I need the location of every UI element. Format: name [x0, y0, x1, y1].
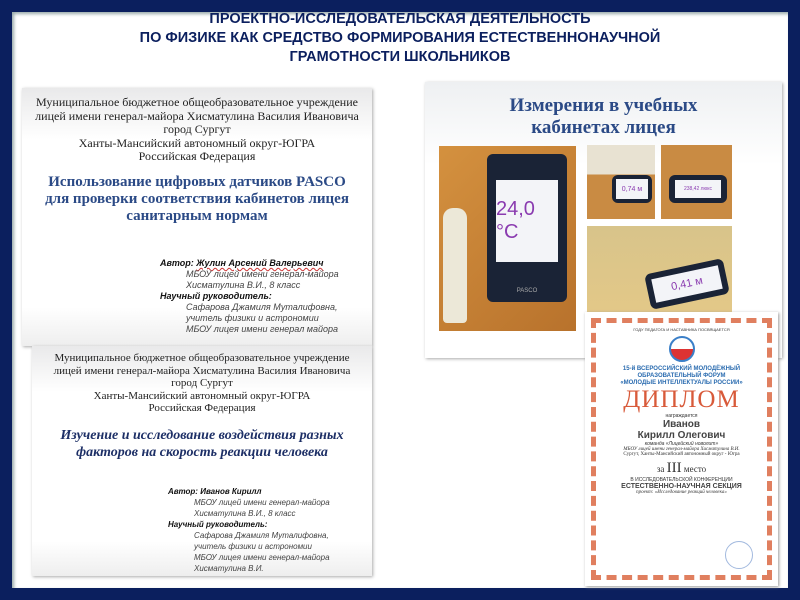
author-name: Жулин Арсений Валерьевич	[196, 258, 324, 268]
project-title: Использование цифровых датчиков PASCO для проверки соответствия кабинетов лицея санитарным нормам	[45, 173, 349, 224]
org-line: лицей имени генерал-майора Хисматулина Василия Ивановича	[35, 108, 359, 123]
awarded-label: награждается	[665, 413, 698, 419]
org-line: Ханты-Мансийский автономный округ-ЮГРА	[93, 389, 311, 402]
forum-line: «МОЛОДЫЕ ИНТЕЛЛЕКТУАЛЫ РОССИИ»	[620, 380, 743, 386]
title-line: ГРАМОТНОСТИ ШКОЛЬНИКОВ	[289, 49, 511, 65]
reading-display: 24,0 °C	[496, 180, 558, 262]
stamp-icon	[725, 541, 753, 569]
org-line: Ханты-Мансийский автономный округ-ЮГРА	[78, 135, 316, 150]
supervisor-line: учитель физики и астрономии	[194, 542, 312, 551]
author-line: МБОУ лицей имени генерал-майора	[194, 498, 330, 507]
reading-display: 238,42 люкс	[675, 180, 721, 198]
organization-info	[32, 352, 372, 415]
org-line: город Сургут	[163, 122, 231, 136]
photo-illuminance	[661, 145, 732, 219]
project-title: Изучение и исследование воздействия разных факторов на скорость реакции человека	[60, 427, 344, 460]
photo-reaction	[587, 226, 732, 314]
title-line: ПО ФИЗИКЕ КАК СРЕДСТВО ФОРМИРОВАНИЯ ЕСТЕСТВЕННОНАУЧНОЙ	[139, 30, 661, 46]
project: проект: «Исследование реакций человека»	[636, 490, 727, 495]
measurements-title: Измерения в учебных кабинетах лицея	[509, 95, 698, 138]
author-line: Хисматулина В.И., 8 класс	[194, 509, 296, 518]
photo-distance	[587, 145, 655, 219]
supervisor-label: Научный руководитель:	[168, 520, 268, 529]
org-line: Российская Федерация	[138, 149, 256, 163]
org-line: город Сургут	[171, 377, 233, 389]
supervisor-line: учитель физики и астрономии	[186, 313, 319, 323]
photo-temperature	[439, 146, 576, 331]
title-line: ПРОЕКТНО-ИССЛЕДОВАТЕЛЬСКАЯ ДЕЯТЕЛЬНОСТЬ	[209, 11, 591, 27]
org-line: лицей имени генерал-майора Хисматулина Василия Ивановича	[53, 364, 351, 377]
supervisor-line: Сафарова Джамиля Муталифовна,	[194, 531, 329, 540]
thermometer-icon	[443, 208, 467, 323]
section: ЕСТЕСТВЕННО-НАУЧНАЯ СЕКЦИЯ	[621, 483, 742, 490]
recipient-surname: Иванов	[662, 419, 701, 430]
school-line: Сургут, Ханты-Мансийский автономный округ - Югра	[623, 452, 740, 457]
diploma-heading: ДИПЛОМ	[623, 386, 740, 413]
conference: В ИССЛЕДОВАТЕЛЬСКОЙ КОНФЕРЕНЦИИ	[630, 477, 733, 483]
diploma	[585, 312, 778, 586]
forum-line: ОБРАЗОВАТЕЛЬНЫЙ ФОРУМ	[637, 373, 726, 379]
forum-logo-icon	[669, 336, 695, 362]
author-name: Иванов Кирилл	[200, 487, 262, 496]
org-line: Муниципальное бюджетное общеобразовательное учреждение	[54, 352, 350, 364]
reading-display: 0,74 м	[616, 179, 648, 199]
place-number: III	[666, 460, 682, 476]
place-suffix: место	[683, 464, 707, 474]
recipient-name: Кирилл Олегович	[637, 430, 726, 441]
place-prefix: за	[656, 464, 665, 474]
supervisor-label: Научный руководитель:	[160, 291, 272, 301]
team: команда «Лицейский новолит»	[644, 441, 719, 447]
project-cover-pasco	[22, 88, 372, 346]
forum-line: 15-й ВСЕРОССИЙСКИЙ МОЛОДЁЖНЫЙ	[622, 366, 741, 372]
author-label: Автор:	[160, 258, 194, 268]
school-line: МБОУ лицей имени генерал-майора Хисматулина В.И.	[623, 447, 740, 452]
author-line: Хисматулина В.И., 8 класс	[186, 280, 301, 290]
reading-display: 0,41 м	[651, 265, 723, 303]
diploma-dedication: ГОДУ ПЕДАГОГА И НАСТАВНИКА ПОСВЯЩАЕТСЯ	[633, 327, 730, 332]
supervisor-line: МБОУ лицея имени генерал майора	[186, 324, 338, 334]
supervisor-line: МБОУ лицея имени генерал-майора	[194, 553, 330, 562]
organization-info	[22, 96, 372, 164]
author-label: Автор:	[168, 487, 198, 496]
tablet-device	[487, 154, 567, 302]
supervisor-line: Хисматулина В.И.	[194, 564, 264, 573]
project-cover-reaction	[32, 346, 372, 576]
place	[599, 460, 764, 477]
author-block	[160, 258, 339, 335]
org-line: Российская Федерация	[148, 402, 256, 414]
supervisor-line: Сафарова Джамиля Муталифовна,	[186, 302, 338, 312]
author-line: МБОУ лицей имени генерал-майора	[186, 269, 339, 279]
author-block	[168, 486, 330, 574]
slide-title	[0, 10, 800, 67]
device-brand: PASCO	[516, 288, 538, 294]
org-line: Муниципальное бюджетное общеобразовательное учреждение	[36, 95, 358, 109]
